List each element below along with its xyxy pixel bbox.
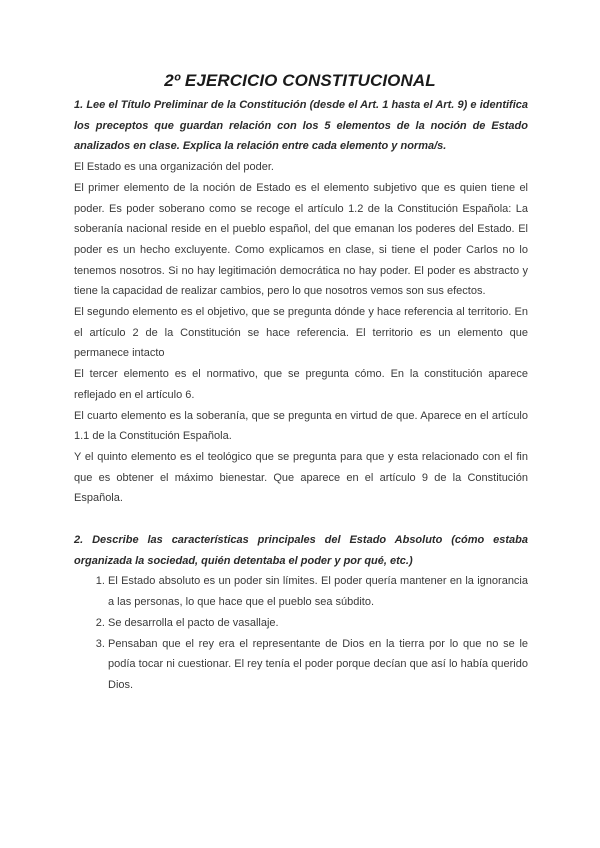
answer-1-paragraph: El primer elemento de la noción de Estado es el elemento subjetivo que es quien tiene el poder. Es poder soberano como se recoge el artículo 1.2 de la Constitución Española: La soberanía nacional reside en el pueblo español, del que emanan los poderes del Estado. El poder es un hecho excluyente. Como explicamos en clase, si tiene el poder Carlos no lo tenemos nosotros. Si no hay legitimación democrática no hay poder. El poder es abstracto y tiene la capacidad de realizar cambios, pero lo que nosotros vemos son sus efectos. [74, 181, 528, 298]
list-item: 1. El Estado absoluto es un poder sin límites. El poder quería mantener en la ignorancia a las personas, lo que hace que el pueblo sea súbdito. [108, 571, 528, 612]
document-body [74, 95, 528, 696]
document-title: 2º EJERCICIO CONSTITUCIONAL [164, 71, 436, 90]
section-spacer [74, 509, 528, 530]
answer-1-paragraph: Y el quinto elemento es el teológico que se pregunta para que y esta relacionado con el fin que es obtener el máximo bienestar. Que aparece en el artículo 9 de la Constitución Española. [74, 450, 528, 505]
list-item: 2. Se desarrolla el pacto de vasallaje. [108, 613, 528, 634]
answer-1-paragraph: El tercer elemento es el normativo, que se pregunta cómo. En la constitución aparece reflejado en el artículo 6. [74, 368, 528, 401]
answer-1-paragraph: El segundo elemento es el objetivo, que se pregunta dónde y hace referencia al territorio. En el artículo 2 de la Constitución se hace referencia. El territorio es un elemento que permanece intacto [74, 306, 528, 360]
list-item: 3. Pensaban que el rey era el representante de Dios en la tierra por lo que no se le podía tocar ni cuestionar. El rey tenía el poder porque decían que así lo había querido Dios. [108, 634, 528, 696]
answer-1-paragraph: El Estado es una organización del poder. [74, 161, 274, 174]
answer-1-paragraph: El cuarto elemento es la soberanía, que se pregunta en virtud de que. Aparece en el artículo 1.1 de la Constitución Española. [74, 409, 528, 443]
question-1: 1. Lee el Título Preliminar de la Constitución (desde el Art. 1 hasta el Art. 9) e identifica los preceptos que guardan relación con los 5 elementos de la noción de Estado analizados en clase. Explica la relación entre cada elemento y norma/s. [74, 99, 528, 153]
question-2: 2. Describe las características principales del Estado Absoluto (cómo estaba organizada la sociedad, quién detentaba el poder y por qué, etc.) [74, 534, 528, 567]
answer-2-list [74, 571, 528, 695]
